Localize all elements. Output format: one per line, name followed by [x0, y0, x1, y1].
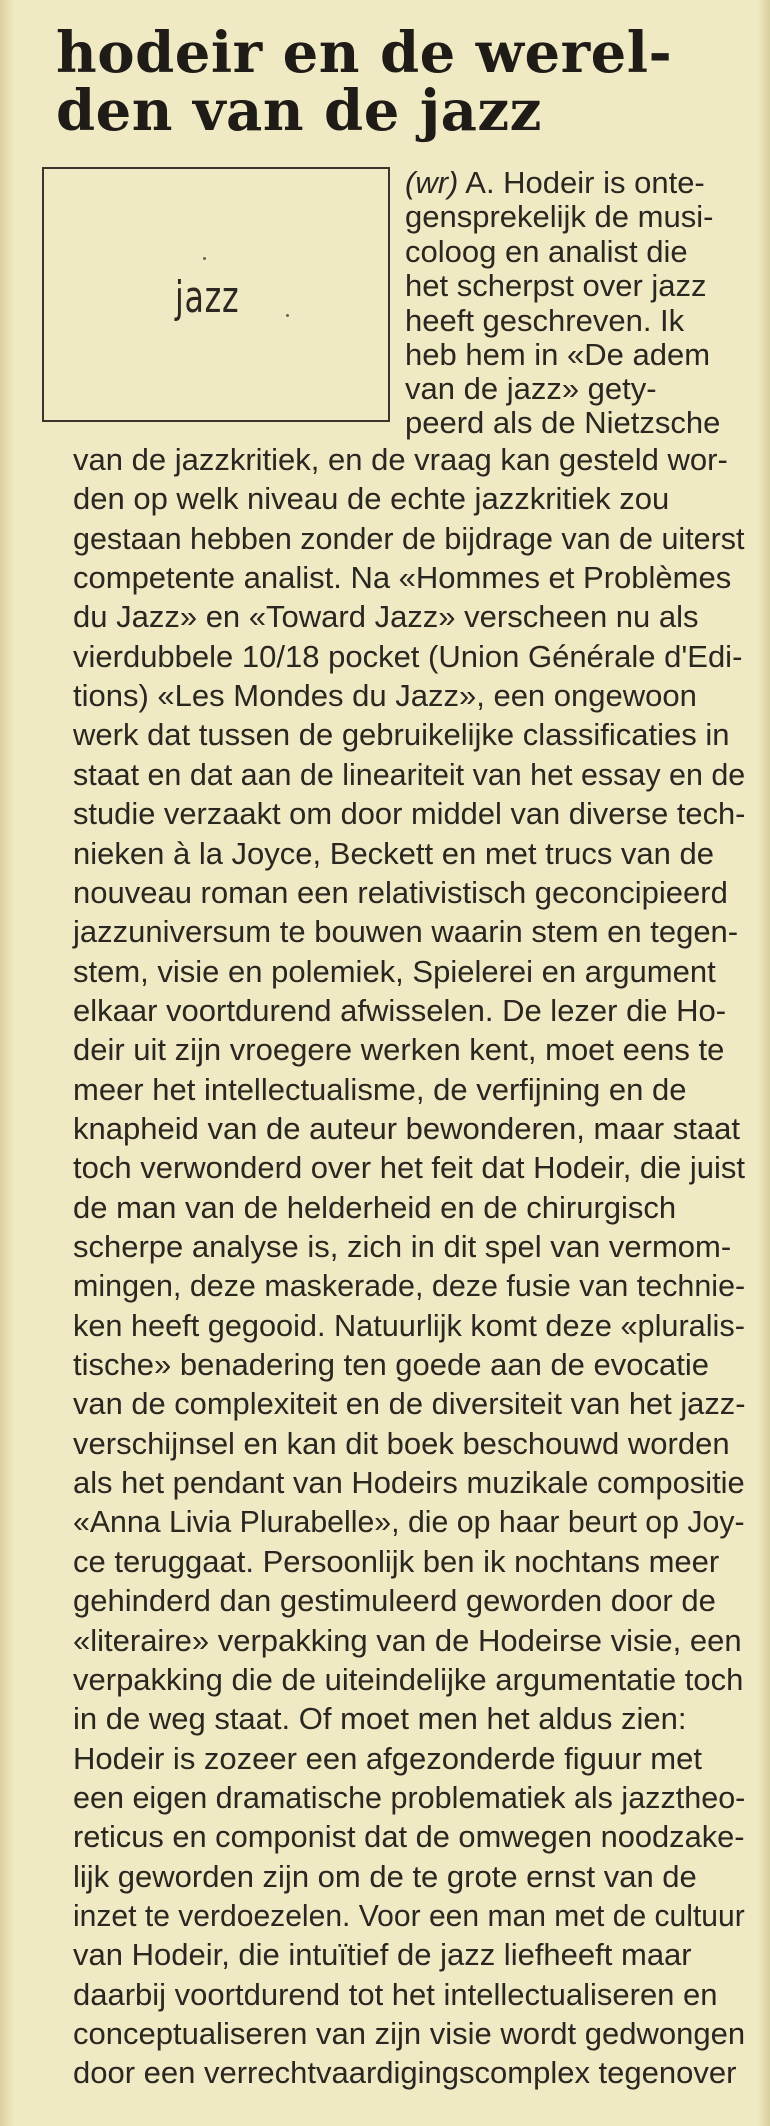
article-line: jazzuniversum te bouwen waarin stem en tegen- [73, 914, 739, 949]
article-line: lijk geworden zijn om de te grote ernst van de [73, 1859, 697, 1894]
article-line: knapheid van de auteur bewonderen, maar staat [73, 1111, 740, 1146]
article-line: daarbij voortdurend tot het intellectualiseren en [73, 1977, 718, 2012]
article-line: meer het intellectualisme, de verfijning en de [73, 1072, 687, 1107]
article-line: staat en dat aan de lineariteit van het essay en de [73, 757, 746, 792]
article-line: van de jazz» gety- [405, 371, 657, 406]
article-line: heeft geschreven. Ik [405, 303, 685, 338]
jazz-rubric-label: jazz [175, 272, 240, 323]
article-line: gestaan hebben zonder de bijdrage van de uiterst [73, 521, 745, 556]
article-line: van Hodeir, die intuïtief de jazz liefheeft maar [73, 1937, 692, 1972]
article-line: toch verwonderd over het feit dat Hodeir, die juist [73, 1150, 746, 1185]
article-line: gensprekelijk de musi- [405, 199, 714, 234]
article-line: conceptualiseren van zijn visie wordt gedwongen [73, 2016, 746, 2051]
article-line: het scherpst over jazz [405, 268, 707, 303]
article-line: vierdubbele 10/18 pocket (Union Générale d'Edi- [73, 639, 743, 674]
article-line: werk dat tussen de gebruikelijke classificaties in [73, 717, 730, 752]
article-line: «literaire» verpakking van de Hodeirse visie, een [73, 1623, 742, 1658]
article-line: verpakking die de uiteindelijke argumentatie toch [73, 1662, 744, 1697]
article-line: van de complexiteit en de diversiteit van het jazz- [73, 1386, 746, 1421]
article-line-text: A. Hodeir is onte- [458, 165, 705, 200]
article-line: nouveau roman een relativistisch geconcipieerd [73, 875, 728, 910]
article-line: verschijnsel en kan dit boek beschouwd worden [73, 1426, 730, 1461]
article-line: door een verrechtvaardigingscomplex tegenover [73, 2055, 737, 2090]
author-initials: (wr) [405, 165, 459, 200]
article-line: van de jazzkritiek, en de vraag kan gesteld wor- [73, 442, 728, 477]
article-line: competente analist. Na «Hommes et Problèmes [73, 560, 732, 595]
article-line: reticus en componist dat de omwegen noodzake- [73, 1819, 745, 1854]
article-line: ken heeft gegooid. Natuurlijk komt deze «pluralis- [73, 1308, 745, 1343]
article-line: elkaar voortdurend afwisselen. De lezer die Ho- [73, 993, 727, 1028]
article-line: gehinderd dan gestimuleerd geworden door de [73, 1583, 716, 1618]
article-line: stem, visie en polemiek, Spielerei en argument [73, 954, 716, 989]
article-line: du Jazz» en «Toward Jazz» verscheen nu als [73, 599, 699, 634]
article-line: «Anna Livia Plurabelle», die op haar beurt op Joy- [73, 1504, 745, 1539]
article-line: de man van de helderheid en de chirurgisch [73, 1190, 677, 1225]
article-line: nieken à la Joyce, Beckett en met trucs van de [73, 836, 715, 871]
article-line: tions) «Les Mondes du Jazz», een ongewoon [73, 678, 697, 713]
headline-line-2: den van de jazz [56, 78, 542, 144]
article-line: deir uit zijn vroegere werken kent, moet eens te [73, 1032, 725, 1067]
article-line: als het pendant van Hodeirs muzikale compositie [73, 1465, 745, 1500]
article-line: mingen, deze maskerade, deze fusie van technie- [73, 1268, 746, 1303]
article-line: studie verzaakt om door middel van diverse tech- [73, 796, 746, 831]
article-line: Hodeir is zozeer een afgezonderde figuur met [73, 1741, 702, 1776]
article-line: ce teruggaat. Persoonlijk ben ik nochtans meer [73, 1544, 720, 1579]
article-line: tische» benadering ten goede aan de evocatie [73, 1347, 709, 1382]
article-line: in de weg staat. Of moet men het aldus zien: [73, 1701, 687, 1736]
article-line: peerd als de Nietzsche [405, 405, 721, 440]
article-line: een eigen dramatische problematiek als jazztheo- [73, 1780, 746, 1815]
article-line: coloog en analist die [405, 234, 688, 269]
article-line [405, 166, 705, 200]
headline-line-1: hodeir en de werel- [56, 20, 673, 86]
article-line: heb hem in «De adem [405, 337, 711, 372]
article-line: inzet te verdoezelen. Voor een man met de cultuur [73, 1898, 745, 1933]
article-line: scherpe analyse is, zich in dit spel van vermom- [73, 1229, 732, 1264]
article-line: den op welk niveau de echte jazzkritiek zou [73, 481, 670, 516]
